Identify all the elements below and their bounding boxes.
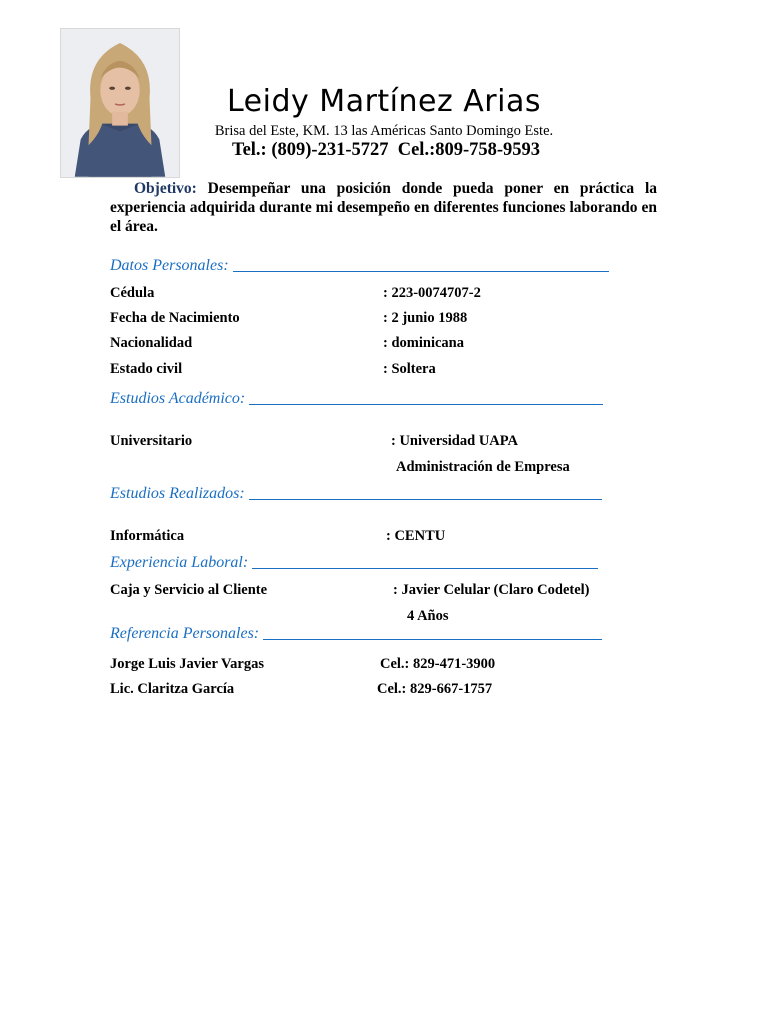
section-personal-title: Datos Personales: xyxy=(110,257,229,274)
objective-paragraph xyxy=(110,179,657,236)
experience-duration: 4 Años xyxy=(407,608,449,624)
objective-label: Objetivo: xyxy=(134,180,197,197)
personal-row-label: Fecha de Nacimiento xyxy=(110,310,240,326)
reference-phone: Cel.: 829-471-3900 xyxy=(380,656,496,672)
section-references-title: Referencia Personales: xyxy=(110,625,260,642)
reference-name: Lic. Claritza García xyxy=(110,681,235,697)
personal-row-label: Cédula xyxy=(110,285,155,301)
section-academic xyxy=(110,390,603,408)
phone-numbers: Tel.: (809)-231-5727 Cel.:809-758-9593 xyxy=(231,140,541,160)
academic-label: Universitario xyxy=(110,433,193,449)
personal-row-value: : dominicana xyxy=(383,335,464,351)
section-studies xyxy=(110,485,602,503)
studies-value: : CENTU xyxy=(386,528,446,544)
section-underline xyxy=(252,567,598,569)
section-underline xyxy=(249,498,602,500)
person-name: Leidy Martínez Arias xyxy=(227,84,541,119)
section-studies-title: Estudios Realizados: xyxy=(110,485,245,502)
address: Brisa del Este, KM. 13 las Américas Santo Domingo Este. xyxy=(214,123,554,139)
experience-value: : Javier Celular (Claro Codetel) xyxy=(393,582,590,598)
personal-row-value: : 2 junio 1988 xyxy=(383,310,468,326)
personal-row-label: Estado civil xyxy=(110,361,183,377)
academic-value: : Universidad UAPA xyxy=(391,433,519,449)
section-underline xyxy=(263,638,602,640)
section-personal-data xyxy=(110,257,609,275)
objective-text: Desempeñar una posición donde pueda poner en práctica la experiencia adquirida durante mi desempeño en diferentes funciones laborando en el área. xyxy=(110,180,658,235)
academic-degree: Administración de Empresa xyxy=(396,459,570,475)
reference-phone: Cel.: 829-667-1757 xyxy=(377,681,493,697)
personal-row-value: : 223-0074707-2 xyxy=(383,285,481,301)
studies-label: Informática xyxy=(110,528,185,544)
reference-name: Jorge Luis Javier Vargas xyxy=(110,656,264,672)
section-references xyxy=(110,625,602,643)
experience-label: Caja y Servicio al Cliente xyxy=(110,582,268,598)
section-experience xyxy=(110,554,598,572)
personal-row-label: Nacionalidad xyxy=(110,335,193,351)
section-experience-title: Experiencia Laboral: xyxy=(110,554,249,571)
section-underline xyxy=(233,270,609,272)
section-academic-title: Estudios Académico: xyxy=(110,390,246,407)
section-underline xyxy=(249,403,603,405)
personal-row-value: : Soltera xyxy=(383,361,436,377)
